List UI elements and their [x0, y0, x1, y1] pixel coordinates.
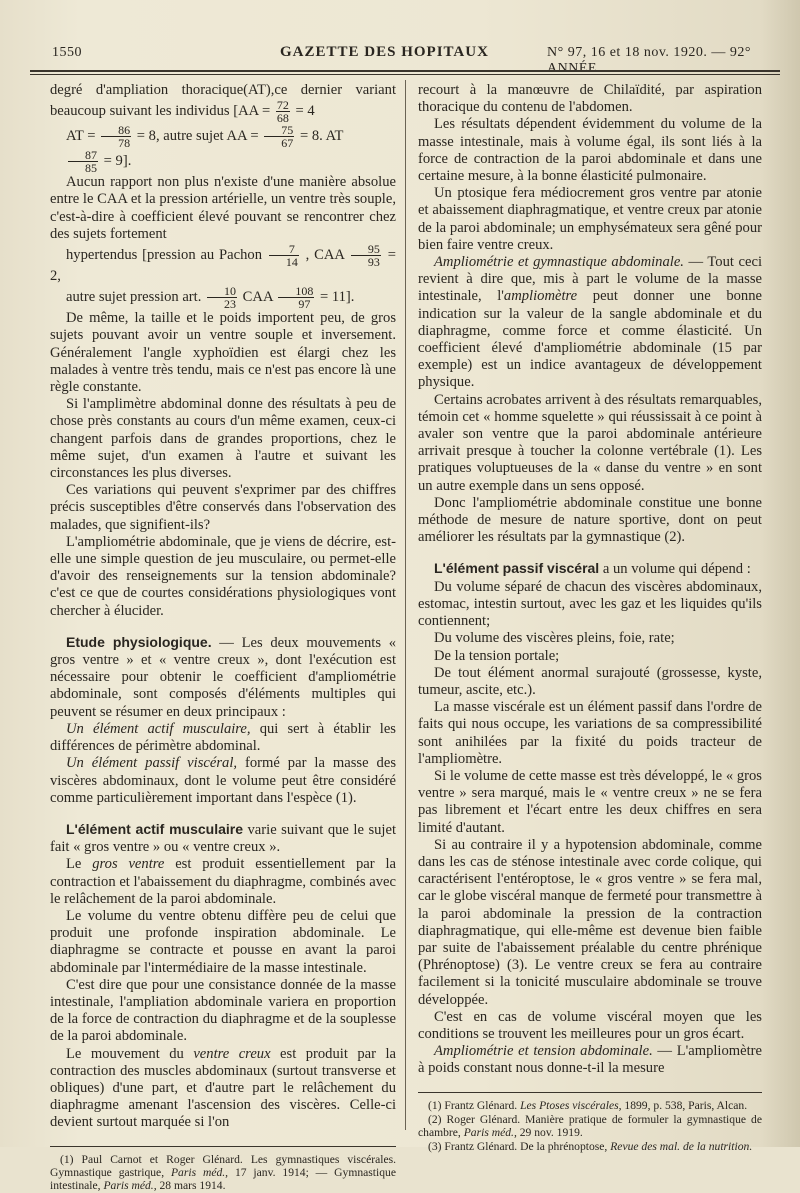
paragraph: Si au contraire il y a hypotension abdominale, comme dans les cas de sténose intestinale avec corde colique, qui caractérisent l'entéroptose, le « gros ventre » se fera mal, car le globe viscéral manque de fermeté pour transmettre à la paroi abdominale la pression de la contraction diaphragmatique, qui elle-même est devenue bien faible par suite de l'abaissement préalable du centre phrénique (Phrénoptose) (3). Le ventre creux se fera au contraire facilement si la tonicité musculaire abdominale se trouve développée. [418, 836, 762, 1008]
footnote-rule [50, 1146, 396, 1147]
paragraph: Du volume séparé de chacun des viscères abdominaux, estomac, intestin surtout, avec les gaz et les liquides qu'ils contiennent; [418, 578, 762, 630]
paragraph: Certains acrobates arrivent à des résultats remarquables, témoin cet « homme squelette » qui réussissait à ce point à avaler son ventre que la paroi abdominale antérieure arrivait presque à toucher la colonne vertébrale (1). Les pratiques voluptueuses de la « danse du ventre » en sont un autre exemple dans un sens opposé. [418, 391, 762, 494]
page-header [40, 40, 770, 76]
paragraph: Aucun rapport non plus n'existe d'une manière absolue entre le CAA et la pression artérielle, un ventre très souple, c'est-à-dire à coefficient élevé pouvant se rencontrer chez des sujets fortement [50, 174, 396, 242]
paragraph: De tout élément anormal surajouté (grossesse, kyste, tumeur, ascite, etc.). [418, 664, 762, 698]
formula: autre sujet pression art. $\frac{10}{23}$ CAA $\frac{108}{97}$ = 11]. [66, 284, 355, 312]
formula: [AA = $\frac{72}{68}$ = 4 [233, 98, 315, 126]
paragraph: Le mouvement du ventre creux est produit par la contraction des muscles abdominaux (surtout transverse et obliques) d'une part, et d'autre part le relâchement du diaphragme amenant l'ascension des viscères. Celle-ci devient surtout marquée si l'on [50, 1045, 396, 1131]
paragraph: Ampliométrie et gymnastique abdominale. — Tout ceci revient à dire que, mis à part le volume de la masse intestinale, l'ampliomètre peut donner une bonne indication sur la valeur de la sangle abdominale et du diaphragme, comme force et comme élasticité. Un coefficient élevé d'ampliométrie abdominale (15 par exemple) est un indice avantageux de développement physique. [418, 254, 762, 391]
paragraph: Un élément passif viscéral, formé par la masse des viscères abdominaux, dont le volume peut être considéré comme particulièrement important dans l'espèce (1). [50, 755, 396, 806]
footnote: (3) Frantz Glénard. De la phrénoptose, Revue des mal. de la nutrition. [428, 1139, 753, 1153]
formula: AT = $\frac{86}{78}$ = 8, autre sujet AA = $\frac{75}{67}$ = 8. AT [66, 123, 344, 151]
section-paragraph: L'élément actif musculaire varie suivant que le sujet fait « gros ventre » ou « ventre creux ». [50, 820, 397, 856]
page-number: 1550 [52, 45, 82, 60]
paragraph: C'est dire que pour une consistance donnée de la masse intestinale, l'ampliation abdominale variera en proportion de la force de contraction du diaphragme et de la souplesse de la paroi abdominale. [50, 976, 396, 1045]
paragraph: Si le volume de cette masse est très développé, le « gros ventre » sera marqué, mais le « ventre creux » ne se fera pas librement et l'écart entre les deux chiffres en sera limité d'autant. [418, 767, 762, 836]
section-paragraph: L'élément passif viscéral a un volume qui dépend : [434, 560, 751, 578]
footnote: (1) Paul Carnot et Roger Glénard. Les gymnastiques viscérales. Gymnastique gastrique, Paris méd., 17 janv. 1914; — Gymnastique intestinale, Paris méd., 28 mars 1914. [50, 1152, 396, 1192]
paragraph: Ampliométrie et tension abdominale. — L'ampliomètre à poids constant nous donne-t-il la mesure [418, 1043, 762, 1077]
paragraph: Un élément actif musculaire, qui sert à établir les différences de périmètre abdominal. [50, 720, 396, 755]
paragraph: recourt à la manœuvre de Chilaïdité, par aspiration thoracique du contenu de l'abdomen. [418, 82, 762, 116]
paragraph: Le volume du ventre obtenu diffère peu de celui que produit une profonde inspiration abdominale. Le diaphragme se contracte et pousse en avant la paroi abdominale par l'intermédiaire de la masse intestinale. [50, 907, 396, 976]
paragraph: Le gros ventre est produit essentiellement par la contraction et l'abaissement du diaphragme, combinés avec le relâchement de la paroi abdominale. [50, 856, 396, 907]
paragraph: Les résultats dépendent évidemment du volume de la masse intestinale, mais à volume égal, ils sont liés à la force de contraction de la paroi abdominale et dans une certaine mesure, à la bonne élasticité pulmonaire. [418, 116, 762, 185]
left-column [50, 82, 396, 1193]
paragraph: Du volume des viscères pleins, foie, rate; [434, 630, 675, 647]
issue-info: N° 97, 16 et 18 nov. 1920. — 92° ANNÉE. [547, 45, 752, 76]
paragraph: C'est en cas de volume viscéral moyen que les conditions se trouvent les meilleures pour un gros écart. [418, 1008, 762, 1042]
section-heading: L'élément actif musculaire [66, 820, 243, 837]
section-heading: Etude physiologique. [66, 633, 212, 650]
section-heading: L'élément passif viscéral [434, 560, 600, 577]
paragraph: De la tension portale; [434, 647, 560, 664]
paragraph: Ces variations qui peuvent s'exprimer par des chiffres précis susceptibles d'être conservés dans l'observation des malades, que signifient-ils? [50, 482, 396, 533]
journal-title: GAZETTE DES HOPITAUX [280, 44, 489, 60]
footnote: (1) Frantz Glénard. Les Ptoses viscérales, 1899, p. 538, Paris, Alcan. [428, 1098, 748, 1112]
paragraph: L'ampliométrie abdominale, que je viens de décrire, est-elle une simple question de jeu musculaire, ou permet-elle d'avoir des renseignements sur la tension abdominale? c'est ce que de courtes considérations physiologiques vont chercher à élucider. [50, 533, 396, 619]
paragraph: La masse viscérale est un élément passif dans l'ordre de faits qui nous occupe, les variations de sa compressibilité sont anihilées par la fixité du poids tracteur de l'ampliomètre. [418, 699, 762, 767]
footnotes [50, 1153, 396, 1192]
formula: $\frac{87}{85}$ = 9]. [50, 149, 396, 174]
header-rule-thin [30, 74, 780, 75]
header-rule [30, 70, 780, 72]
formula: hypertendus [pression au Pachon $\frac{7}{14}$ , CAA $\frac{95}{93}$ = 2, [50, 242, 396, 285]
column-divider [405, 80, 406, 1130]
footnotes [418, 1099, 762, 1153]
paragraph: Donc l'ampliométrie abdominale constitue une bonne méthode de mesure de nature sportive, dont on peut améliorer les résultats par la gymnastique (2). [418, 494, 762, 546]
paragraph: Un ptosique fera médiocrement gros ventre par atonie et abaissement diaphragmatique, et ventre creux par atonie de la paroi abdominale; un emphysémateux sera gêné pour bien faire ventre creux. [418, 185, 762, 253]
paragraph: Si l'amplimètre abdominal donne des résultats à peu de chose près constants au cours d'un même examen, ceux-ci changent parfois dans de grandes proportions, chez le même sujet, d'un examen à l'autre et suivant les circonstances les plus diverses. [50, 396, 396, 482]
paragraph: De même, la taille et le poids importent peu, de gros sujets pouvant avoir un ventre souple et inversement. Généralement l'angle xyphoïdien est élargi chez les malades à ventre très tendu, mais ce n'est pas encore là une règle constante. [50, 310, 396, 396]
paragraph: degré d'ampliation thoracique(AT),ce dernier variant beaucoup suivant les individus [AA = $\frac{72}{68}$ = 4 [50, 82, 396, 126]
footnote: (2) Roger Glénard. Manière pratique de formuler la gymnastique de chambre, Paris méd., 29 nov. 1919. [418, 1112, 762, 1139]
footnote-rule [418, 1092, 762, 1093]
section-paragraph: Etude physiologique. — Les deux mouvements « gros ventre » et « ventre creux », dont l'exécution est nécessaire pour obtenir le coefficient d'ampliométrie abdominale, sont composés d'éléments multiples qui peuvent se résumer en deux principaux : [50, 633, 396, 720]
right-column [418, 82, 762, 1154]
